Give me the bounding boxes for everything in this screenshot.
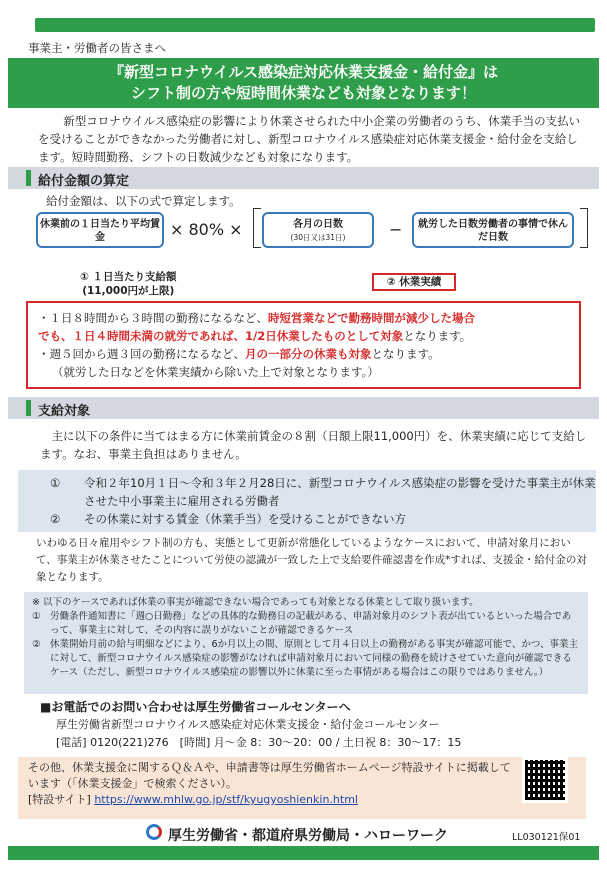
formula-minus: −: [389, 220, 403, 239]
alert-l2a: でも、１日４時間未満の就労であれば、1/2日休業したものとして対象: [38, 329, 404, 343]
alert-l1a: ・１日８時間から３時間の勤務になるなど、: [38, 311, 268, 325]
bracket-right: [580, 208, 588, 248]
asterisk-item-1: [32, 610, 580, 638]
asterisk-head: ※ 以下のケースであれば休業の事実が確認できない場合であっても対象となる休業として取り扱います。: [32, 597, 479, 608]
label-daily-amount: [80, 270, 177, 298]
formula-intro: 給付金額は、以下の式で算定します。: [46, 194, 241, 208]
eligibility-text: 主に以下の条件に当てはまる方に休業前賃金の８割（日額上限11,000円）を、休業実績に応じて支給します。なお、事業主負担はありません。: [40, 429, 587, 461]
asterisk-box: [24, 592, 588, 694]
website-panel: [18, 757, 586, 819]
site-link[interactable]: https://www.mhlw.go.jp/stf/kyugyoshienkin.html: [94, 793, 358, 806]
section-title: 給付金額の算定: [38, 174, 130, 189]
ai1-text: 労働条件通知書に「週○日勤務」などの具体的な勤務日の記載がある、申請対象月のシフト表が出ているといった場合であって、事業主に対して、その内容に誤りがないことが確認できるケース: [50, 611, 572, 636]
contact-phone: [電話] 0120(221)276 [時間] 月〜金 8：30〜20：00 / 土日祝 8：30〜17：15: [56, 736, 462, 749]
footer-org: 厚生労働省・都道府県労働局・ハローワーク: [168, 828, 448, 844]
ai1-num: ①: [32, 611, 41, 622]
ai2-num: ②: [32, 639, 41, 650]
section-header-calculation: [8, 167, 599, 189]
contact-title: ■お電話でのお問い合わせは厚生労働省コールセンターへ: [40, 700, 351, 714]
bottom-green-band: [8, 846, 599, 860]
mhlw-logo-icon: [146, 824, 162, 840]
contact-info: [56, 716, 461, 752]
section-marker: [26, 400, 31, 416]
condition-1: [50, 474, 596, 510]
ai2-text: 休業開始月前の給与明細などにより、6か月以上の間、原則として月４日以上の勤務がある事実が確認可能で、かつ、事業主に対して、新型コロナウイルス感染症の影響がなければ申請対象月において同様の勤務を続けさせていた意向が確認できるケース（ただし、新型コロナウイルス感染症の影響以外に休業に至った事情がある場合はこの限りではありません。）: [50, 639, 578, 678]
asterisk-item-2: [32, 638, 580, 680]
alert-l3c: となります。: [371, 347, 440, 361]
section-marker: [26, 170, 31, 186]
section-header-eligibility: [8, 397, 599, 419]
cond1-num: ①: [50, 476, 61, 490]
audience-label: 事業主・労働者の皆さまへ: [28, 41, 166, 55]
label1-line1: ① １日当たり支給額: [80, 271, 177, 283]
headline-banner: [8, 58, 599, 108]
qr-code-icon: [522, 757, 568, 803]
cond2-num: ②: [50, 512, 61, 526]
headline-line2: シフト制の方や短時間休業なども対象となります！: [130, 84, 476, 102]
intro-paragraph: 新型コロナウイルス感染症の影響により休業させられた中小企業の労働者のうち、休業手当の支払いを受けることができなかった労働者に対し、新型コロナウイルス感染症対応休業支援金・給付金を支給します。短時間勤務、シフトの日数減少なども対象になります。: [38, 114, 581, 164]
formula-box-daily-wage: 休業前の１日当たり平均賃金: [36, 212, 164, 248]
condition-2: [50, 510, 596, 528]
formula-times: × 80% ×: [170, 220, 243, 239]
shift-worker-note: いわゆる日々雇用やシフト制の方も、実態として更新が常態化しているようなケースにおいて、申請対象月において、事業主が休業させたことについて労使の認識が一致した上で支給要件確認書を作成*すれば、支援金・給付金の対象となります。: [36, 537, 587, 583]
alert-l2b: となります。: [403, 329, 472, 343]
bracket-left: [253, 208, 261, 248]
top-bar: [0, 0, 607, 36]
alert-l3b: 月の一部分の休業も対象: [245, 347, 372, 361]
alert-box: [26, 301, 581, 389]
conditions-box: [18, 470, 596, 532]
alert-l3a: ・週５回から週３回の勤務になるなど、: [38, 347, 245, 361]
days-note: (30日又は31日): [290, 233, 346, 242]
alert-l4: （就労した日などを休業実績から除いた上で対象となります。）: [52, 365, 379, 379]
formula-box-worked: 就労した日数労働者の事情で休んだ日数: [412, 212, 574, 248]
document-code: LL030121保01: [512, 832, 581, 843]
days-label: 各月の日数: [293, 219, 343, 230]
panel-text: その他、休業支援金に関するＱ＆Ａや、申請書等は厚生労働省ホームページ特設サイトに掲載しています（「休業支援金」で検索ください）。: [28, 761, 511, 790]
section-title: 支給対象: [38, 404, 91, 419]
label-leave-record: ② 休業実績: [372, 273, 456, 291]
formula-box-days: [262, 212, 374, 248]
site-label: [特設サイト]: [28, 793, 91, 806]
top-green-band: [35, 18, 595, 32]
cond2-text: その休業に対する賃金（休業手当）を受けることができない方: [84, 512, 406, 526]
contact-name: 厚生労働省新型コロナウイルス感染症対応休業支援金・給付金コールセンター: [56, 718, 440, 731]
alert-l1b: 時短営業などで勤務時間が減少した場合: [268, 311, 475, 325]
cond1-text: 令和２年10月１日〜令和３年２月28日に、新型コロナウイルス感染症の影響を受けた事業主が休業させた中小事業主に雇用される労働者: [84, 476, 596, 508]
headline-line1: 『新型コロナウイルス感染症対応休業支援金・給付金』は: [108, 63, 499, 81]
label1-line2: (11,000円が上限): [82, 285, 175, 297]
